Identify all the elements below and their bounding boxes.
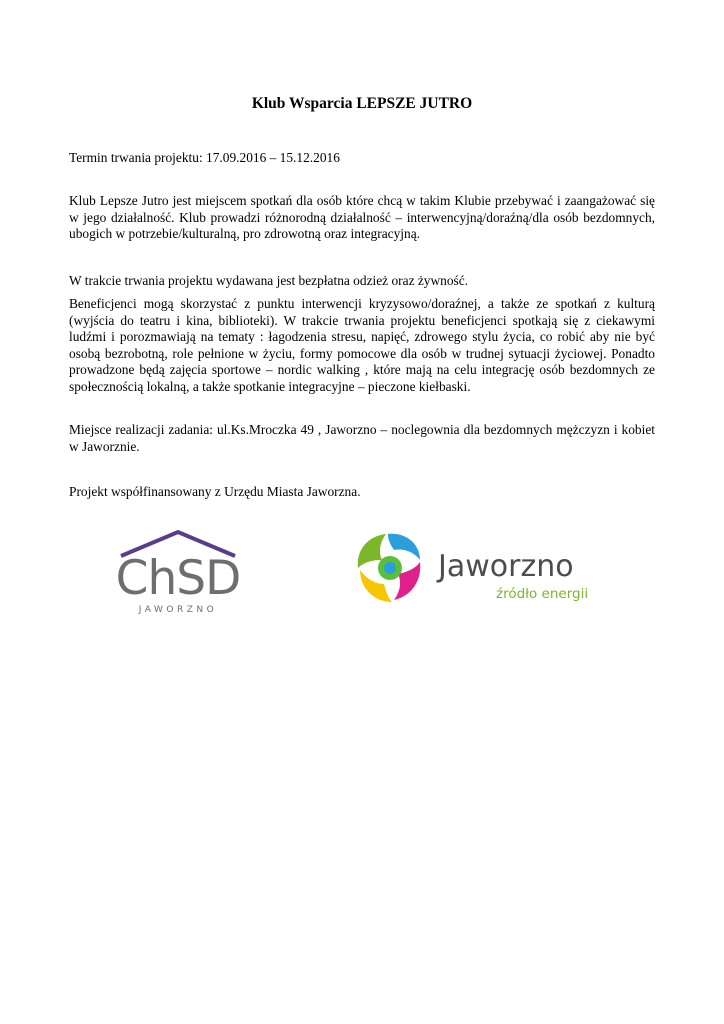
jaworzno-logo-name: Jaworzno bbox=[438, 549, 574, 584]
jaworzno-swirl-icon bbox=[358, 534, 420, 602]
paragraph-location: Miejsce realizacji zadania: ul.Ks.Mroczka 49 , Jaworzno – noclegownia dla bezdomnych mężczyzn i kobiet w Jaworznie. bbox=[69, 422, 655, 454]
paragraph-beneficiaries: Beneficjenci mogą skorzystać z punktu interwencji kryzysowo/doraźnej, a także ze spotkań z kulturą (wyjścia do teatru i kina, biblioteki). W trakcie trwania projektu beneficjenci spotkają się z ciekawymi ludźmi i porozmawiają na tematy : łagodzenia stresu, napięć, zdrowego stylu życia, co robić aby nie być osobą bezrobotną, role pełnione w życiu, formy pomocowe dla osób w trudnej sytuacji życiowej. Ponadto prowadzone będą zajęcia sportowe – nordic walking , które mają na celu integrację osób bezdomnych ze społecznością lokalną, a także spotkanie integracyjne – pieczone kiełbaski. bbox=[69, 296, 655, 394]
project-term: Termin trwania projektu: 17.09.2016 – 15.12.2016 bbox=[69, 150, 340, 165]
chsd-logo bbox=[113, 526, 243, 616]
chsd-logo-subtext: JAWORZNO bbox=[138, 605, 218, 615]
paragraph-club-description: Klub Lepsze Jutro jest miejscem spotkań dla osób które chcą w takim Klubie przebywać i zaangażować się w jego działalność. Klub prowadzi różnorodną działalność – interwencyjną/doraźną/dla osób bezdomnych, ubogich w potrzebie/kulturalną, pro zdrowotną oraz integracyjną. bbox=[69, 193, 655, 242]
jaworzno-logo-tagline: źródło energii bbox=[496, 586, 589, 602]
paragraph-free-clothing-food: W trakcie trwania projektu wydawana jest bezpłatna odzież oraz żywność. bbox=[69, 273, 469, 288]
cofinancing-note: Projekt współfinansowany z Urzędu Miasta Jaworzna. bbox=[69, 484, 361, 499]
chsd-logo-text: ChSD bbox=[115, 551, 241, 606]
document-title: Klub Wsparcia LEPSZE JUTRO bbox=[251, 95, 473, 112]
jaworzno-logo bbox=[352, 530, 614, 606]
